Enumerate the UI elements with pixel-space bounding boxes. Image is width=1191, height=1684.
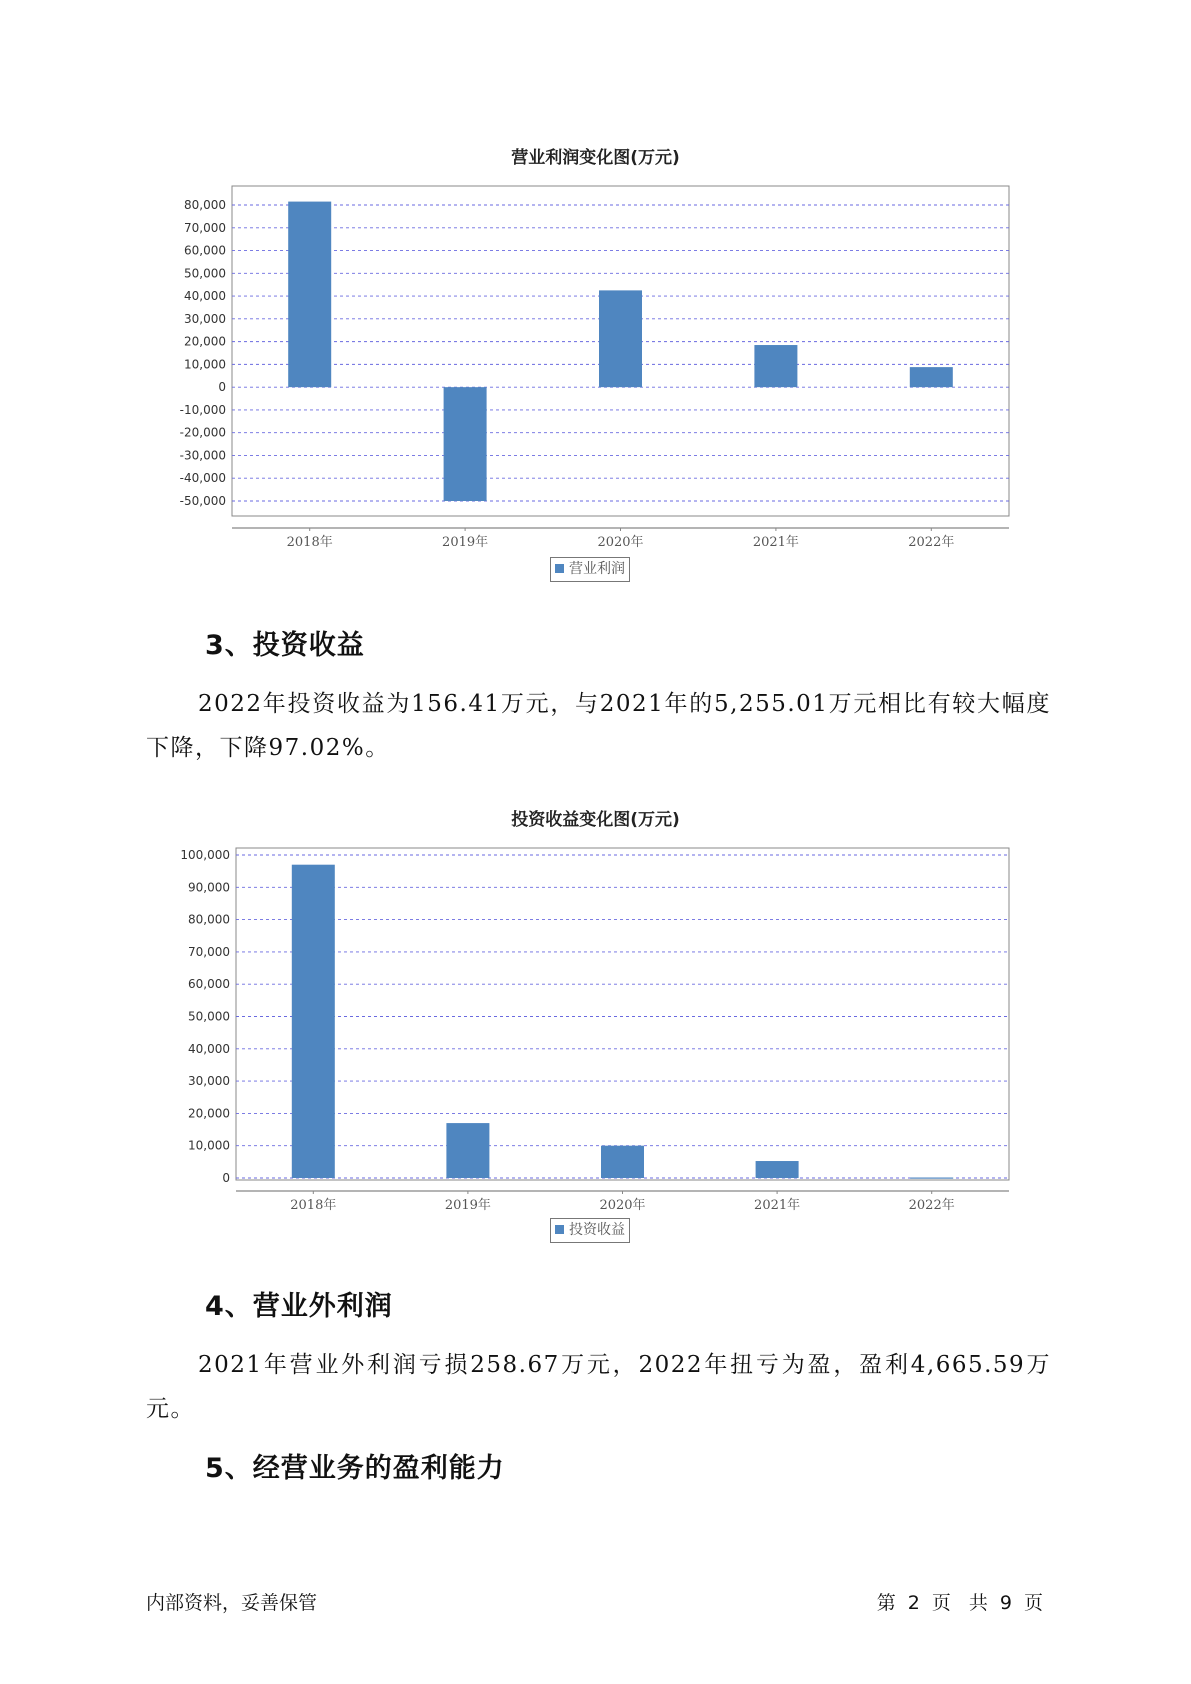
chart1-title: 营业利润变化图(万元)	[511, 148, 680, 168]
chart2-legend	[550, 1218, 630, 1243]
y-tick-label: 50,000	[184, 266, 226, 281]
y-tick-label: 30,000	[184, 311, 226, 326]
legend-swatch	[555, 1225, 564, 1234]
page-suffix: 页	[1023, 1592, 1043, 1614]
y-tick-label: 30,000	[188, 1074, 230, 1089]
y-tick-label: 20,000	[188, 1106, 230, 1121]
y-tick-label: 100,000	[180, 848, 230, 862]
y-tick-label: 60,000	[184, 243, 226, 258]
x-tick-label: 2021年	[752, 535, 799, 550]
x-tick-label: 2019年	[444, 1198, 491, 1213]
y-tick-label: 70,000	[184, 220, 226, 235]
y-tick-label: 60,000	[188, 977, 230, 992]
section-4-paragraph: 2021年营业外利润亏损258.67万元，2022年扭亏为盈，盈利4,665.59万元。	[146, 1352, 1051, 1422]
page-current: 2	[907, 1592, 920, 1614]
x-tick-label: 2021年	[754, 1198, 801, 1213]
x-tick-label: 2020年	[599, 1198, 646, 1213]
page-mid: 页	[931, 1592, 951, 1614]
y-tick-label: 20,000	[184, 334, 226, 349]
bar	[910, 1177, 953, 1178]
y-tick-label: -30,000	[179, 448, 226, 463]
section-3-heading: 3、投资收益	[205, 630, 365, 661]
chart2-title: 投资收益变化图(万元)	[511, 810, 680, 830]
y-tick-label: 80,000	[184, 198, 226, 212]
x-tick-label: 2019年	[442, 535, 489, 550]
chart1-legend-label: 营业利润	[569, 561, 625, 577]
x-tick-label: 2020年	[597, 535, 644, 550]
footer-confidential-note: 内部资料，妥善保管	[146, 1592, 318, 1614]
y-tick-label: 0	[218, 380, 226, 395]
total-prefix: 共	[968, 1592, 988, 1614]
x-tick-label: 2018年	[290, 1198, 337, 1213]
section-4-heading: 4、营业外利润	[205, 1291, 393, 1322]
y-tick-label: 90,000	[188, 880, 230, 895]
chart2-legend-label: 投资收益	[569, 1222, 625, 1238]
y-tick-label: -10,000	[179, 402, 226, 417]
page-total: 9	[999, 1592, 1012, 1614]
y-tick-label: -20,000	[179, 425, 226, 440]
page-prefix: 第	[876, 1592, 896, 1614]
y-tick-label: 0	[222, 1171, 230, 1185]
y-tick-label: 50,000	[188, 1009, 230, 1024]
x-tick-label: 2022年	[908, 1198, 955, 1213]
y-tick-label: 10,000	[184, 357, 226, 372]
x-tick-label: 2018年	[286, 535, 333, 550]
bar	[446, 1123, 489, 1178]
y-tick-label: 40,000	[188, 1041, 230, 1056]
section-3-paragraph: 2022年投资收益为156.41万元，与2021年的5,255.01万元相比有较大幅度下降，下降97.02%。	[146, 691, 1051, 761]
y-tick-label: -50,000	[179, 494, 226, 508]
y-tick-label: -40,000	[179, 471, 226, 486]
y-tick-label: 10,000	[188, 1138, 230, 1153]
bar	[756, 1161, 799, 1178]
section-5-heading: 5、经营业务的盈利能力	[205, 1453, 505, 1484]
y-tick-label: 70,000	[188, 944, 230, 959]
x-tick-label: 2022年	[908, 535, 955, 550]
y-tick-label: 80,000	[188, 912, 230, 927]
footer-page-number	[871, 1588, 1049, 1615]
y-tick-label: 40,000	[184, 289, 226, 304]
bar	[601, 1146, 644, 1178]
plot-area	[236, 848, 1009, 1180]
bar	[292, 865, 335, 1178]
